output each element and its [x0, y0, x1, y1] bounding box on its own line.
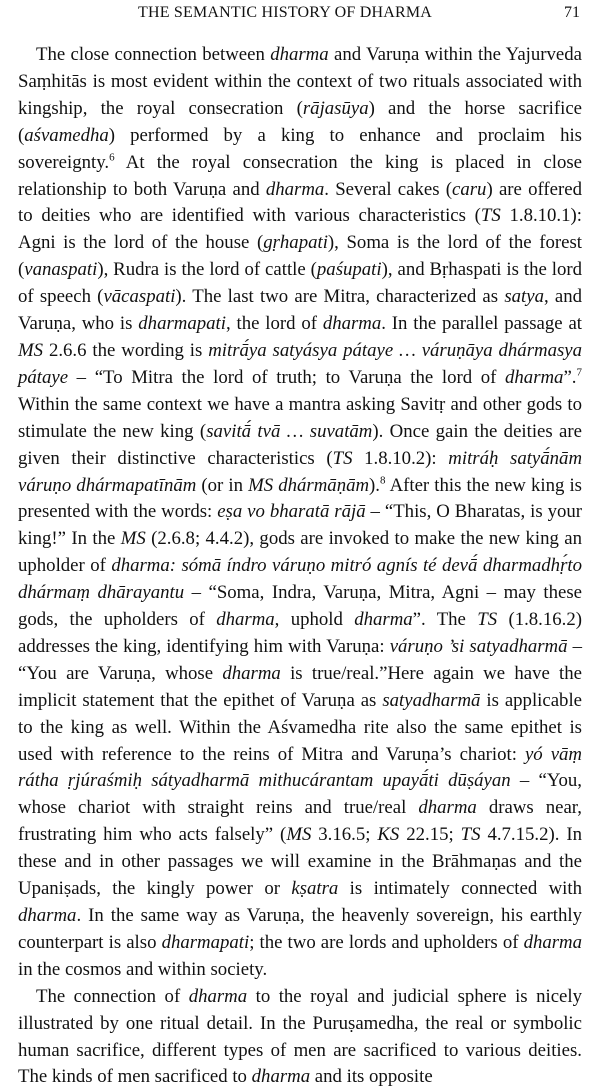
paragraph: The connection of dharma to the royal and judicial sphere is nicely illustrated by one ritual detail. In the Puruṣamedha, the real or symbolic human sacrifice, different types of men are sacrificed to various deities. The kinds of men sacrificed to dharma and its opposite [18, 985, 582, 1088]
page-number: 71 [564, 4, 580, 21]
running-title: THE SEMANTIC HISTORY OF DHARMA [138, 4, 433, 21]
paragraph: The close connection between dharma and Varuṇa within the Yajurveda Saṃhitās is most evident within the context of two rituals associated with kingship, the royal consecration (rājasūya) and the horse sacrifice (aśvamedha) performed by a king to enhance and proclaim his sovereignty.$^6$ At the royal consecration the king is placed in close relationship to both Varuṇa and dharma. Several cakes (caru) are offered to deities who are identified with various characteristics (TS 1.8.10.1): Agni is the lord of the house (gṛhapati), Soma is the lord of the forest (vanaspati), Rudra is the lord of cattle (paśupati), and Bṛhaspati is the lord of speech (vācaspati). The last two are Mitra, characterized as satya, and Varuṇa, who is dharmapati, the lord of dharma. In the parallel passage at MS 2.6.6 the wording is mitrā́ya satyásya pátaye … váruṇāya dhármasya pátaye – “To Mitra the lord of truth; to Varuṇa the lord of dharma”.$^7$ Within the same context we have a mantra asking Savitṛ and other gods to stimulate the new king (savitā́ tvā … suvatām). Once gain the deities are given their distinctive characteristics (TS 1.8.10.2): mitráḥ satyā́nām váruṇo dhármapatīnām (or in MS dhármāṇām).$^8$ After this the new king is presented with the words: eṣa vo bharatā rājā – “This, O Bharatas, is your king!” In the MS (2.6.8; 4.4.2), gods are invoked to make the new king an upholder of dharma: sómā índro váruṇo mitró agnís té devā́ dharmadhṛ́to dhármaṃ dhārayantu – “Soma, Indra, Varuṇa, Mitra, Agni – may these gods, the upholders of dharma, uphold dharma”. The TS (1.8.16.2) addresses the king, identifying him with Varuṇa: váruṇo ’si satyadharmā – “You are Varuṇa, whose dharma is true/real.”Here again we have the implicit statement that the epithet of Varuṇa as satyadharmā is applicable to the king as well. Within the Aśvamedha rite also the same epithet is used with reference to the reins of Mitra and Varuṇa’s chariot: yó vāṃ rátha ṛjúraśmiḥ sátyadharmā mithucárantam upayā́ti dūṣáyan – “You, whose chariot with straight reins and true/real dharma draws near, frustrating him who acts falsely” (MS 3.16.5; KS 22.15; TS 4.7.15.2). In these and in other passages we will examine in the Brāhmaṇas and the Upaniṣads, the kingly power or kṣatra is intimately connected with dharma. In the same way as Varuṇa, the heavenly sovereign, his earthly counterpart is also dharmapati; the two are lords and upholders of dharma in the cosmos and within society. [18, 44, 583, 980]
running-header [18, 4, 582, 28]
body-text [18, 42, 582, 1091]
